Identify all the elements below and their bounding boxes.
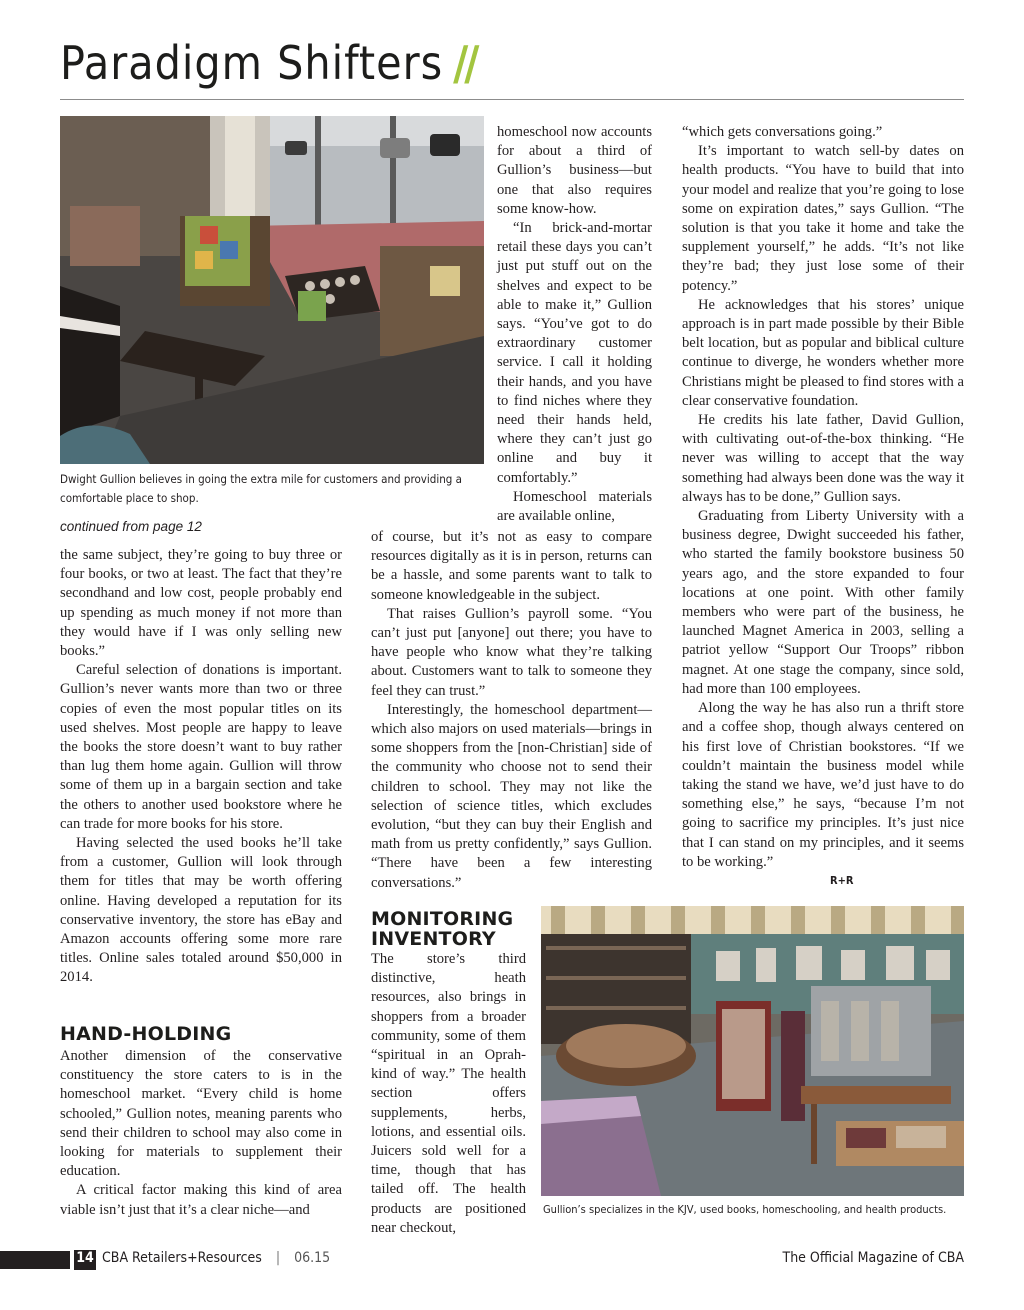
photo-caption: Gullion’s specializes in the KJV, used books, homeschooling, and health products. xyxy=(543,1203,947,1216)
store-floor-photo-illustration xyxy=(541,906,964,1196)
column-1 xyxy=(60,546,342,988)
section-heading: MONITORING INVENTORY xyxy=(371,908,514,950)
paragraph: the same subject, they’re going to buy three or four books, or two at least. The fact that they’re secondhand and low cost, people probably end up spending as much money if not more than they would have if I was only selling new books.” xyxy=(60,547,342,660)
paragraph: Graduating from Liberty University with a business degree, Dwight succeeded his father, who started the family bookstore business 50 years ago, and the store expanded to four locations at one point. With other family members who were part of the business, he launched Magnet America in 2003, selling a patriot yellow “Support Our Troops” ribbon magnet. At one stage the company, since sold, had more than 100 employees. xyxy=(682,508,964,697)
paragraph: Along the way he has also run a thrift store and a coffee shop, though always centered on his first love of Christian bookstores. “If we couldn’t maintain the business model while taking the stand we have, we’d just have to do something else,” he says, “because I’m not going to sacrifice my principles. It’s just nice that I can stand on my principles, and it seems to be working.” xyxy=(682,700,964,870)
paragraph: He credits his late father, David Gullion, with cultivating out-of-the-box thinking. “He never was willing to accept that the way something had always been done was the way it always has to be done,” Gullion says. xyxy=(682,412,964,505)
issue-date: 06.15 xyxy=(294,1250,331,1266)
column-2-bottom xyxy=(371,950,526,1238)
paragraph: homeschool now accounts for about a third of Gullion’s business—but one that also requires some know-how. xyxy=(497,124,652,217)
page-number: 14 xyxy=(74,1250,96,1270)
header-rule xyxy=(60,99,964,100)
footer-separator: | xyxy=(275,1250,281,1266)
paragraph: He acknowledges that his stores’ unique approach is in part made possible by their Bible belt location, but as popular and biblical culture continue to diverge, he wonders whether more Christians might be pleased to find stores with a clear conservative foundation. xyxy=(682,296,964,409)
store-lounge-photo-illustration xyxy=(60,116,484,464)
section-heading: HAND-HOLDING xyxy=(60,1023,232,1045)
title-slash-mark: // xyxy=(453,36,476,90)
paragraph: That raises Gullion’s payroll some. “You can’t just put [anyone] out there; you have to have people who know what they’re talking about. Customers want to talk to someone they feel they can trust.” xyxy=(371,605,652,699)
paragraph: Careful selection of donations is important. Gullion’s never wants more than two or three copies of even the most popular titles on its used shelves. Most people are happy to leave the books the store doesn’t want to buy rather than lug them home again. Gullion will throw some of them up in a bargain section and take the others to another used bookstore where he can trade for more books for his store. xyxy=(60,662,342,832)
footer-left xyxy=(102,1250,330,1266)
title-text: Paradigm Shifters xyxy=(60,36,444,90)
paragraph: It’s important to watch sell-by dates on health products. “You have to build that into your model and realize that you’re going to lose some on expiration dates,” says Gullion. “The solution is that you take it home and take the supplement yourself,” he adds. “It’s not like they’re bad; they just lose some of their potency.” xyxy=(682,143,964,294)
continued-note: continued from page 12 xyxy=(60,519,202,534)
paragraph: of course, but it’s not as easy to compare resources digitally as it is in person, returns can be a hassle, and some parents want to talk to someone knowledgeable in the subject. xyxy=(371,529,652,603)
store-lounge-photo xyxy=(60,116,484,464)
paragraph: “In brick-and-mortar retail these days you can’t just put stuff out on the shelves and expect to be able to make it,” Gullion says. “You’ve got to do extraordinary customer service. I call it holding their hands, and you have to find niches where they need their hands held, where they can’t just go online and buy it comfortably.” xyxy=(497,220,652,486)
footer-bar xyxy=(0,1251,70,1269)
store-floor-photo xyxy=(541,906,964,1196)
column-1-continued xyxy=(60,1047,342,1220)
footer-tagline: The Official Magazine of CBA xyxy=(782,1250,964,1266)
publication-name: CBA Retailers+Resources xyxy=(102,1250,262,1266)
column-2-middle xyxy=(371,528,652,893)
column-3 xyxy=(682,123,964,872)
paragraph: “which gets conversations going.” xyxy=(682,124,883,140)
end-mark: R+R xyxy=(830,874,854,887)
paragraph: Another dimension of the conservative constituency the store caters to is in the homeschool market. “Every child is home schooled,” Gullion notes, meaning parents who send their children to school may also come in looking for materials to supplement their education. xyxy=(60,1048,342,1180)
photo-caption: Dwight Gullion believes in going the extra mile for customers and providing a comfortable place to shop. xyxy=(60,472,462,505)
column-2-top xyxy=(497,123,652,526)
page-title xyxy=(60,36,475,96)
paragraph: Interestingly, the homeschool department—which also majors on used materials—brings in some shoppers from the [non-Christian] side of the community who choose not to send their children to school. They may not like the selection of science titles, which excludes evolution, “but they can buy their English and math from us pretty confidently,” says Gullion. “There have been a few interesting conversations.” xyxy=(371,701,652,891)
paragraph: A critical factor making this kind of area viable isn’t just that it’s a clear niche—and xyxy=(60,1182,342,1218)
paragraph: The store’s third distinctive, heath resources, also brings in shoppers from a broader community, some of them “spiritual in an Oprah-kind of way.” The health section offers supplements, herbs, lotions, and essential oils. Juicers sold well for a time, though that has tailed off. The health products are positioned near checkout, xyxy=(371,951,526,1236)
paragraph: Homeschool materials are available online, xyxy=(497,488,652,525)
paragraph: Having selected the used books he’ll take from a customer, Gullion will look through them for titles that may be worth offering online. Having developed a reputation for its conservative inventory, the store has eBay and Amazon accounts offering some more rare titles. Online sales totaled around $50,000 in 2014. xyxy=(60,835,342,986)
